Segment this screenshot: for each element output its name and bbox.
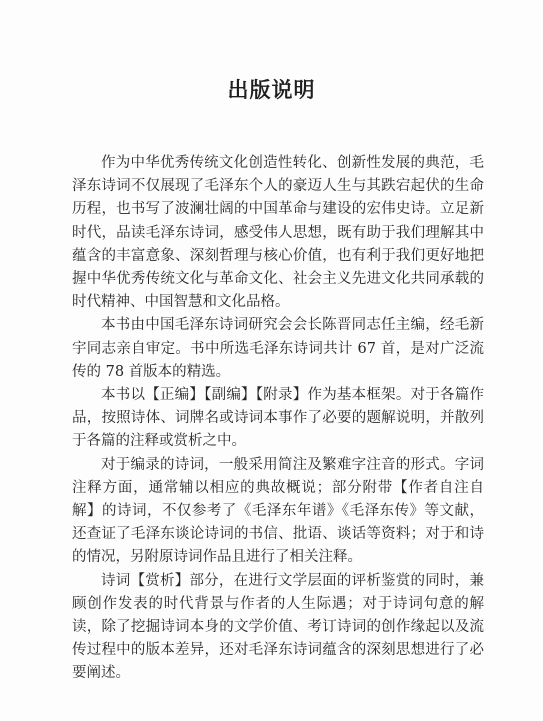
document-body	[72, 152, 484, 686]
paragraph-4: 对于编录的诗词，一般采用简注及繁难字注音的形式。字词注释方面，通常辅以相应的典故概说；部分附带【作者自注自解】的诗词，不仅参考了《毛泽东年谱》《毛泽东传》等文献，还查证了毛泽东谈论诗词的书信、批语、谈话等资料；对于和诗的情况，另附原诗词作品且进行了相关注释。	[72, 456, 484, 566]
paragraph-2: 本书由中国毛泽东诗词研究会会长陈晋同志任主编，经毛新宇同志亲自审定。书中所选毛泽东诗词共计 67 首，是对广泛流传的 78 首版本的精选。	[72, 317, 484, 380]
paragraph-3: 本书以【正编】【副编】【附录】作为基本框架。对于各篇作品，按照诗体、词牌名或诗词本事作了必要的题解说明，并散列于各篇的注释或赏析之中。	[72, 387, 484, 450]
paragraph-1: 作为中华优秀传统文化创造性转化、创新性发展的典范，毛泽东诗词不仅展现了毛泽东个人的豪迈人生与其跌宕起伏的生命历程，也书写了波澜壮阔的中国革命与建设的宏伟史诗。立足新时代，品读毛泽东诗词，感受伟人思想，既有助于我们理解其中蕴含的丰富意象、深刻哲理与核心价值，也有利于我们更好地把握中华优秀传统文化与革命文化、社会主义先进文化共同承载的时代精神、中国智慧和文化品格。	[72, 155, 484, 311]
paragraph-5: 诗词【赏析】部分，在进行文学层面的评析鉴赏的同时，兼顾创作发表的时代背景与作者的人生际遇；对于诗词句意的解读，除了挖掘诗词本身的文学价值、考订诗词的创作缘起以及流传过程中的版本差异，还对毛泽东诗词蕴含的深刻思想进行了必要阐述。	[72, 572, 484, 682]
page-title: 出版说明	[227, 77, 316, 102]
